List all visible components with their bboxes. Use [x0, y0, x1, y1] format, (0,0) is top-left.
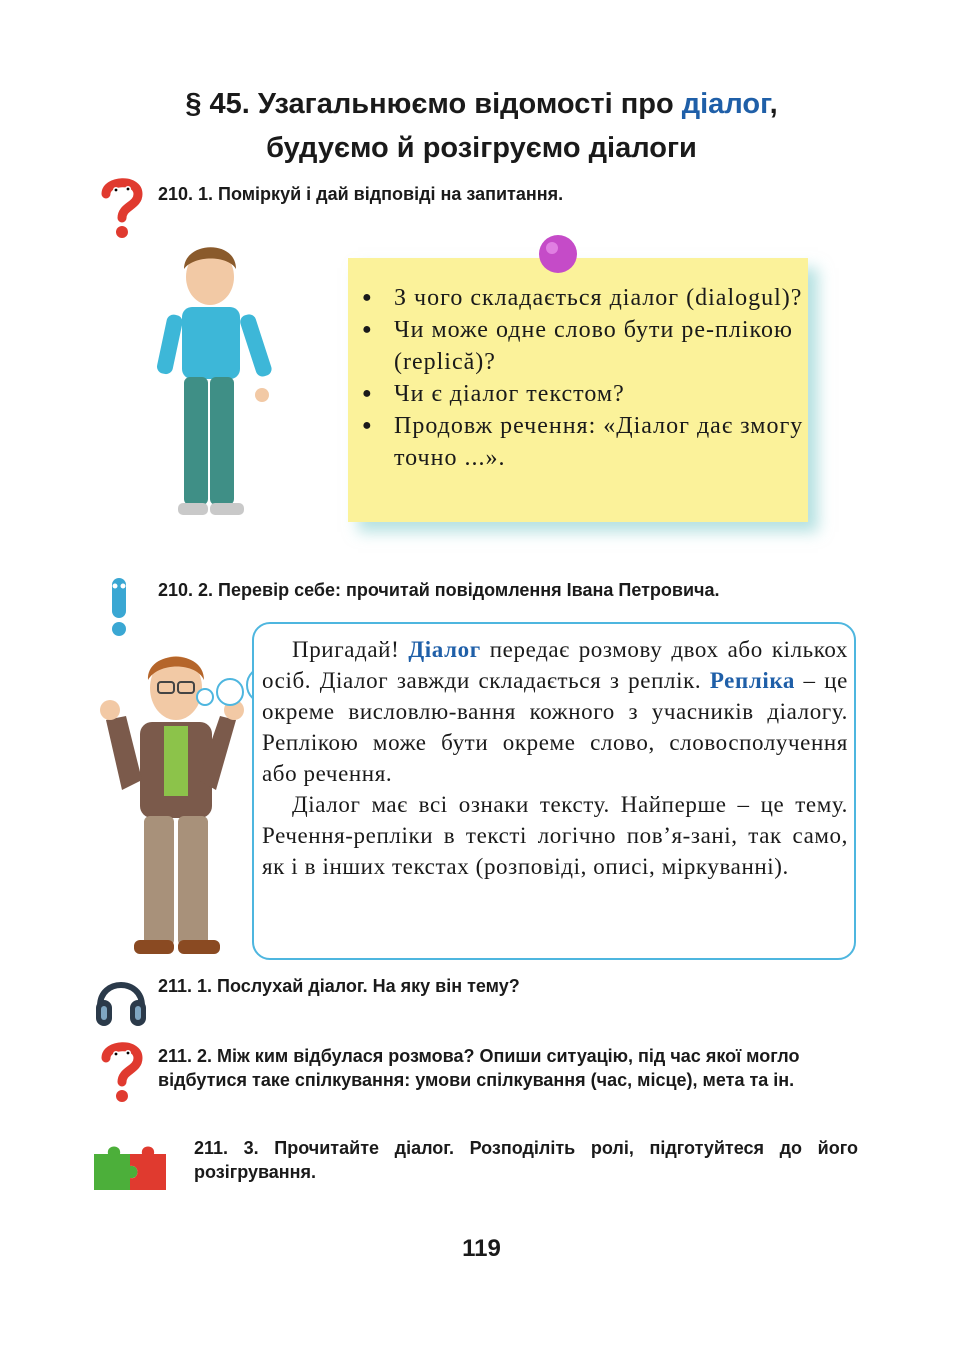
note-item: ● Чи є діалог текстом?	[348, 378, 808, 410]
note-item: ● З чого складається діалог (dialogul)?	[348, 282, 808, 314]
task-210-1-text: 210. 1. Поміркуй і дай відповіді на запитання.	[158, 184, 564, 204]
note-item: ● Чи може одне слово бути ре-плікою (replică)?	[348, 314, 808, 378]
bubble-paragraph-2: Діалог має всі ознаки тексту. Найперше – це тему. Речення-репліки в тексті логічно пов’я-зані, так само, як і в інших текстах (розповіді, описі, міркуванні).	[262, 792, 848, 879]
boy-illustration	[150, 235, 275, 525]
bubble-paragraph-1: Пригадай! Діалог передає розмову двох або кількох осіб. Діалог завжди складається з реплік. Репліка – це окреме висловлю-вання кожного з учасників діалогу. Реплікою може бути окреме слово, словосполучення або речення.	[262, 637, 848, 786]
title-accent-word: діалог	[681, 88, 770, 120]
question-mark-icon	[98, 176, 144, 240]
task-211-2-text: 211. 2. Між ким відбулася розмова? Опиши ситуацію, під час якої могло відбутися таке спілкування: умови спілкування (час, місце), мета та ін.	[158, 1046, 800, 1090]
title-line-1	[0, 82, 963, 126]
keyword-replica: Репліка	[709, 668, 795, 693]
title-suffix: ,	[769, 88, 778, 120]
keyword-dialog: Діалог	[408, 637, 481, 662]
task-211-3-text: 211. 3. Прочитайте діалог. Розподіліть ролі, підготуйтеся до його розігрування.	[194, 1138, 858, 1182]
page-number: 119	[462, 1235, 501, 1262]
page-title	[0, 82, 963, 170]
task-211-1-text: 211. 1. Послухай діалог. На яку він тему?	[158, 976, 520, 996]
question-mark-icon	[98, 1040, 144, 1104]
headphones-icon	[92, 970, 150, 1030]
exclamation-mark-icon	[104, 574, 134, 638]
info-bubble	[252, 622, 856, 960]
sticky-note	[348, 258, 808, 522]
thought-dot-medium	[216, 678, 244, 706]
title-line-2: будуємо й розігруємо діалоги	[266, 132, 697, 164]
title-prefix: § 45. Узагальнюємо відомості про	[185, 88, 682, 120]
puzzle-icon	[90, 1140, 170, 1196]
note-question-list	[348, 258, 808, 474]
task-210-2-text: 210. 2. Перевір себе: прочитай повідомлення Івана Петровича.	[158, 580, 720, 600]
thought-dot-small	[196, 688, 214, 706]
note-item: ● Продовж речення: «Діалог дає змогу точно ...».	[348, 410, 808, 474]
pushpin-icon	[536, 232, 580, 280]
